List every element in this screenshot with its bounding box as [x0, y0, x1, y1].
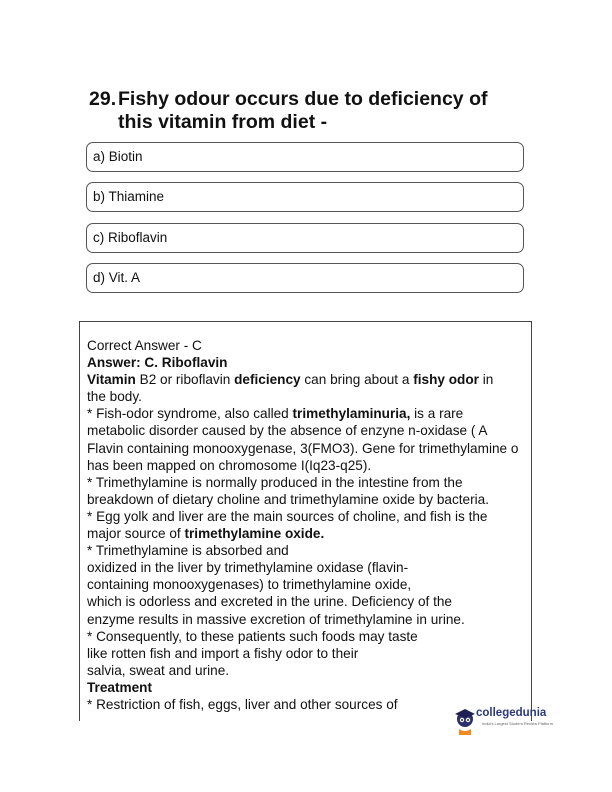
logo-wordmark: collegedunia: [476, 707, 547, 719]
explanation-line: * Fish-odor syndrome, also called trimethylaminuria, is a rare: [87, 406, 464, 422]
option-d[interactable]: d) Vit. A: [86, 263, 524, 293]
explanation-line: which is odorless and excreted in the urine. Deficiency of the: [87, 594, 452, 610]
explanation-line: the body.: [87, 389, 142, 405]
explanation-line: major source of trimethylamine oxide.: [87, 526, 325, 542]
explanation-line: has been mapped on chromosome I(Iq23-q25).: [87, 457, 372, 473]
explanation-line: Vitamin B2 or riboflavin deficiency can bring about a fishy odor in: [87, 372, 494, 388]
question-text-line-2: this vitamin from diet -: [118, 111, 328, 133]
explanation-line: like rotten fish and import a fishy odor to their: [87, 645, 359, 661]
explanation-line: oxidized in the liver by trimethylamine oxidase (flavin-: [87, 560, 409, 576]
option-b[interactable]: b) Thiamine: [86, 182, 524, 212]
option-a[interactable]: a) Biotin: [86, 142, 524, 172]
correct-answer-line: Correct Answer - C: [87, 338, 202, 353]
option-c[interactable]: c) Riboflavin: [86, 223, 524, 253]
explanation-line: enzyme results in massive excretion of trimethylamine in urine.: [87, 611, 465, 627]
question-text-line-1: Fishy odour occurs due to deficiency of: [118, 88, 488, 110]
explanation-line: * Trimethylamine is normally produced in the intestine from the: [87, 474, 463, 490]
explanation-line: * Trimethylamine is absorbed and: [87, 543, 289, 559]
explanation-line: salvia, sweat and urine.: [87, 662, 230, 678]
treatment-heading: Treatment: [87, 679, 152, 695]
explanation-line: containing monooxygenases) to trimethylamine oxide,: [87, 577, 412, 593]
explanation-line: breakdown of dietary choline and trimethylamine oxide by bacteria.: [87, 491, 489, 507]
answer-heading: Answer: C. Riboflavin: [87, 355, 228, 371]
logo-tagline: India's Largest Student Review Platform: [482, 721, 554, 726]
question-number: 29.: [89, 88, 117, 110]
answer-explanation: [87, 337, 547, 713]
explanation-line: * Restriction of fish, eggs, liver and other sources of: [87, 696, 398, 712]
explanation-line: metabolic disorder caused by the absence of enzyne n-oxidase ( A: [87, 423, 488, 439]
explanation-line: * Egg yolk and liver are the main sources of choline, and fish is the: [87, 508, 488, 524]
explanation-line: * Consequently, to these patients such foods may taste: [87, 628, 418, 644]
explanation-line: Flavin containing monooxygenase, 3(FMO3). Gene for trimethylamine o: [87, 440, 519, 456]
